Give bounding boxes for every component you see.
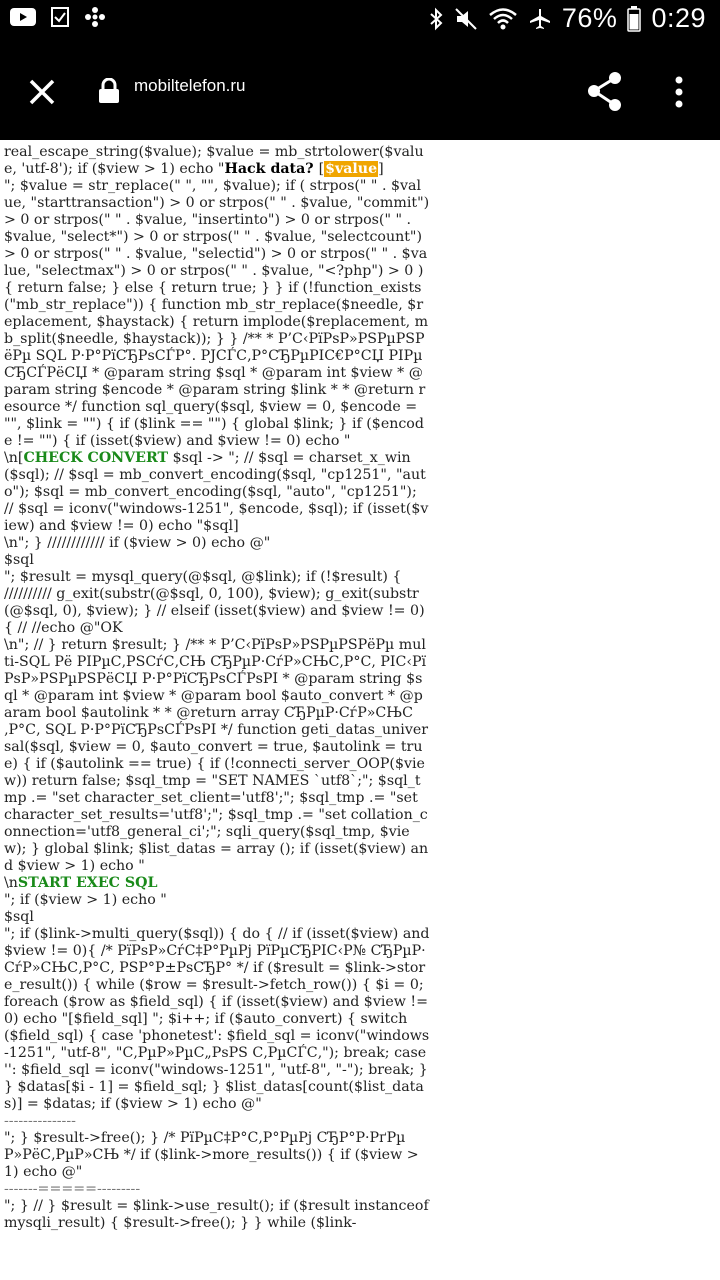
bluetooth-icon: [428, 7, 444, 31]
battery-percent: 76%: [561, 3, 618, 33]
clock-time: 0:29: [651, 3, 706, 33]
pinwheel-icon: [84, 6, 106, 28]
check-convert-label: CHECK CONVERT: [23, 450, 169, 466]
close-icon: [22, 72, 62, 112]
more-vert-icon: [664, 72, 694, 112]
more-options-button[interactable]: [664, 72, 694, 112]
close-button[interactable]: [22, 72, 62, 112]
wifi-icon: [488, 7, 518, 31]
web-page-content[interactable]: [0, 140, 720, 1280]
code-segment-2: "; $value = str_replace(" ", "", $value); if ( strpos(" " . $value, "starttransaction") > 0 or strpos(" " . $value, "commit") > 0 or strpos(" " . $value, "insertinto") > 0 or strpos(" " . $value, "select*") > 0 or strpos(" " . $value, "selectcount") > 0 or strpos(" " . $value, "selectid") > 0 or strpos(" " . $value, "selectmax") > 0 or strpos(" " . $value, "<?php") > 0 ) { return false; } else { return true; } } if (!function_exists("mb_str_replace")) { function mb_str_replace($needle, $replacement, $haystack) { return implode($replacement, mb_split($needle, $haystack)); } } /** * Р’С‹РїРѕР»РЅРµРЅРёРµ SQL Р·Р°РїСЂРѕСЃР°. РЈСЃС‚Р°СЂРµРІС€Р°СЏ РІРµСЂСЃРёСЏ * @param string $sql * @param int $view * @param string $encode * @param string $link * * @return resource */ function sql_query($sql, $view = 0, $encode = "", $link = "") { if ($link == "") { global $link; } if ($encode != "") { if (isset($view) and $view != 0) echo " \n[: [4, 178, 430, 466]
separator-line-1: ---------------: [4, 1113, 76, 1129]
bracket-close: ]: [378, 161, 384, 177]
mute-icon: [454, 7, 478, 31]
airplane-icon: [528, 7, 552, 31]
code-segment-4: "; if ($view > 1) echo " $sql "; if ($link->multi_query($sql)) { do { // if (isset($view) and $view != 0){ /* РїРѕР»СѓС‡Р°РµРј РїРµСЂРІС‹Р№ СЂРµР·СѓР»СЊС‚Р°С‚ РЅР°Р±РѕСЂР° */ if ($result = $link->store_result()) { while ($row = $result->fetch_row()) { $i = 0; foreach ($row as $field_sql) { if (isset($view) and $view != 0) echo "[$field_sql] "; $i++; if ($auto_convert) { switch ($field_sql) { case 'phonetest': $field_sql = iconv("windows-1251", "utf-8", "С‚РµР»РµС„РѕРЅ С‚РµСЃС‚"); break; case '': $field_sql = iconv("windows-1251", "utf-8", "-"); break; } } $datas[$i - 1] = $field_sql; } $list_datas[count($list_datas)] = $datas; if ($view > 1) echo @": [4, 892, 430, 1112]
code-segment-5: "; } $result->free(); } /* РїРµС‡Р°С‚Р°РµРј СЂР°Р·РґРµР»РёС‚РµР»СЊ */ if ($link->more_results()) { if ($view > 1) echo @": [4, 1130, 419, 1180]
url-text[interactable]: mobiltelefon.ru: [134, 76, 246, 95]
code-segment-1: real_escape_string($value); $value = mb_strtolower($value, 'utf-8'); if ($view > 1) echo ": [4, 144, 424, 177]
start-exec-sql-label: START EXEC SQL: [17, 875, 158, 891]
status-bar-right: [428, 3, 706, 34]
checkbox-icon: [50, 6, 70, 28]
share-icon: [585, 70, 625, 114]
browser-toolbar: [0, 40, 720, 140]
share-button[interactable]: [585, 70, 625, 114]
separator-line-2: -------=====---------: [4, 1181, 141, 1197]
value-token-highlight: $value: [325, 161, 378, 177]
bracket-open: [: [318, 161, 325, 177]
battery-icon: [627, 6, 641, 32]
php-code-dump: [4, 144, 430, 1232]
lock-icon: [98, 78, 120, 108]
youtube-icon: [10, 7, 36, 27]
status-bar: [0, 0, 720, 40]
hack-data-label: Hack data?: [224, 161, 319, 177]
code-segment-6: "; } // } $result = $link->use_result(); if ($result instanceof mysqli_result) { $result->free(); } } while ($link-: [4, 1198, 429, 1231]
status-bar-left: [10, 6, 106, 28]
code-segment-3: $sql -> "; // $sql = charset_x_win($sql); // $sql = mb_convert_encoding($sql, "cp1251", "auto"); $sql = mb_convert_encoding($sql, "auto", "cp1251"); // $sql = iconv("windows-1251", $encode, $sql); if (isset($view) and $view != 0) echo "$sql] \n"; } //////////// if ($view > 0) echo @" $sql "; $result = mysql_query(@$sql, @$link); if (!$result) { ////////// g_exit(substr(@$sql, 0, 100), $view); g_exit(substr(@$sql, 0), $view); } // elseif (isset($view) and $view != 0) { // //echo @"OK \n"; // } return $result; } /** * Р’С‹РїРѕР»РЅРµРЅРёРµ multi-SQL Рё РІРµС‚РЅСѓС‚СЊ СЂРµР·СѓР»СЊС‚Р°С‚ РІС‹РїРѕР»РЅРµРЅРёСЏ Р·Р°РїСЂРѕСЃРѕРІ * @param string $sql * @param int $view * @param bool $auto_convert * @param bool $autolink * * @return array СЂРµР·СѓР»СЊС‚Р°С‚ SQL Р·Р°РїСЂРѕСЃРѕРІ */ function geti_datas_universal($sql, $view = 0, $auto_convert = true, $autolink = true) { if ($autolink == true) { if (!connecti_server_OOP($view)) return false; $sql_tmp = "SET NAMES `utf8`;"; $sql_tmp .= "set character_set_client='utf8';"; $sql_tmp .= "set character_set_results='utf8';"; $sql_tmp .= "set collation_connection='utf8_general_ci';"; sqli_query($sql_tmp, $view); } global $link; $list_datas = array (); if (isset($view) and $view > 1) echo " \n: [4, 450, 429, 891]
